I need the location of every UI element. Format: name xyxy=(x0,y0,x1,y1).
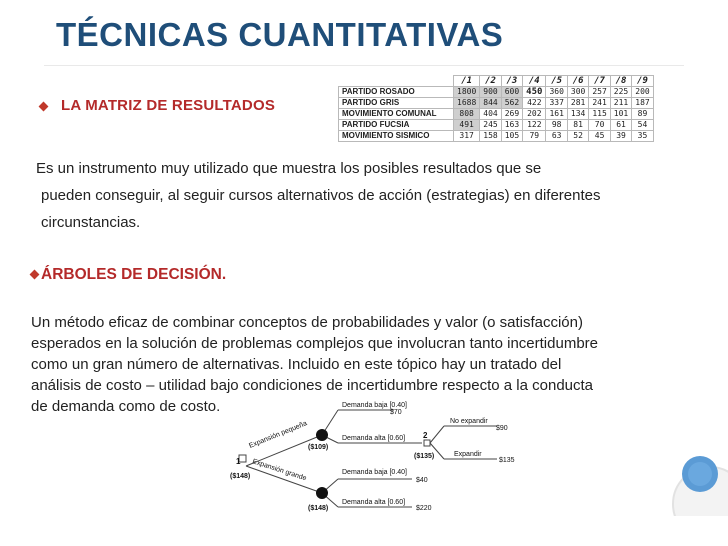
matrix-cell: 52 xyxy=(567,131,588,142)
matrix-cell: 45 xyxy=(589,131,610,142)
matrix-cell: 300 xyxy=(567,87,588,98)
matrix-cell: 35 xyxy=(632,131,653,142)
node1-label: 1 xyxy=(236,457,241,466)
matrix-cell: 79 xyxy=(523,131,546,142)
title-divider xyxy=(44,65,684,66)
no-expand-value: $90 xyxy=(496,425,508,432)
matrix-header-row xyxy=(339,76,654,87)
matrix-cell: 491 xyxy=(454,120,480,131)
matrix-cell: 81 xyxy=(567,120,588,131)
node1-value: ($148) xyxy=(230,473,251,480)
arboles-heading-text: ÁRBOLES DE DECISIÓN. xyxy=(41,266,227,283)
matrix-cell: 844 xyxy=(480,98,501,109)
matrix-row xyxy=(339,120,654,131)
matrix-cell: 600 xyxy=(501,87,522,98)
matrix-row xyxy=(339,87,654,98)
matrix-cell: 122 xyxy=(523,120,546,131)
diamond-bullet-icon xyxy=(30,270,40,280)
small-node-value: ($109) xyxy=(308,444,329,451)
matrix-cell: 450 xyxy=(523,87,546,98)
matrix-cell: 134 xyxy=(567,109,588,120)
node2-value: ($135) xyxy=(414,453,435,460)
matrix-cell: 161 xyxy=(546,109,567,120)
paragraph-line: pueden conseguir, al seguir cursos alternativos de acción (estrategias) en diferentes xyxy=(41,187,601,204)
matrix-header: /7 xyxy=(589,76,610,87)
decision-tree xyxy=(222,396,542,546)
matrix-header: /3 xyxy=(501,76,522,87)
diamond-bullet-icon xyxy=(39,101,49,111)
large-low-value: $40 xyxy=(416,477,428,484)
paragraph-line: Un método eficaz de combinar conceptos de probabilidades y valor (o satisfacción) xyxy=(31,314,583,331)
matrix-cell: 163 xyxy=(501,120,522,131)
matrix-cell: 89 xyxy=(632,109,653,120)
matrix-cell: 63 xyxy=(546,131,567,142)
matrix-cell: 105 xyxy=(501,131,522,142)
slide-title: TÉCNICAS CUANTITATIVAS xyxy=(56,16,504,53)
decorative-circles xyxy=(634,452,728,516)
small-high-label: Demanda alta [0.60] xyxy=(342,435,406,442)
matrix-cell: 115 xyxy=(589,109,610,120)
matrix-row-label: MOVIMIENTO SISMICO xyxy=(339,131,454,142)
matriz-heading-text: LA MATRIZ DE RESULTADOS xyxy=(61,97,276,114)
matrix-cell: 200 xyxy=(632,87,653,98)
decor-circle-blue-inner xyxy=(688,462,712,486)
branch-large-label: Expansión grande xyxy=(251,458,308,483)
matriz-heading xyxy=(40,97,275,114)
matrix-header: /4 xyxy=(523,76,546,87)
matrix-cell: 225 xyxy=(610,87,631,98)
matrix-cell: 211 xyxy=(610,98,631,109)
matrix-row xyxy=(339,98,654,109)
decision-node-2 xyxy=(424,440,430,446)
matrix-cell: 404 xyxy=(480,109,501,120)
matrix-cell: 900 xyxy=(480,87,501,98)
tree-branch xyxy=(430,426,444,443)
matrix-cell: 158 xyxy=(480,131,501,142)
large-high-value: $220 xyxy=(416,505,432,512)
matrix-cell: 337 xyxy=(546,98,567,109)
matrix-cell: 360 xyxy=(546,87,567,98)
results-matrix xyxy=(338,75,654,142)
matrix-cell: 187 xyxy=(632,98,653,109)
paragraph-line: esperados en la solución de problemas complejos que involucran tanto incertidumbre xyxy=(31,335,598,352)
paragraph-line: como un gran número de alternativas. Incluido en este tópico hay un tratado del xyxy=(31,356,562,373)
large-high-label: Demanda alta [0.60] xyxy=(342,499,406,506)
no-expand-label: No expandir xyxy=(450,418,488,425)
paragraph-line: de demanda como de costo. xyxy=(31,398,221,415)
matrix-cell: 1800 xyxy=(454,87,480,98)
matrix-cell: 101 xyxy=(610,109,631,120)
matrix-corner xyxy=(339,76,454,87)
matrix-row-label: PARTIDO FUCSIA xyxy=(339,120,454,131)
matrix-cell: 61 xyxy=(610,120,631,131)
matrix-header: /9 xyxy=(632,76,653,87)
paragraph-line: Es un instrumento muy utilizado que muestra los posibles resultados que se xyxy=(36,160,542,177)
large-low-label: Demanda baja [0.40] xyxy=(342,469,407,476)
matrix-cell: 317 xyxy=(454,131,480,142)
matrix-row-label: PARTIDO GRIS xyxy=(339,98,454,109)
chance-node-small xyxy=(316,429,328,441)
matrix-header: /2 xyxy=(480,76,501,87)
matrix-cell: 1688 xyxy=(454,98,480,109)
small-low-value: $70 xyxy=(390,409,402,416)
branch-small-label: Expansión pequeña xyxy=(248,420,309,450)
matrix-cell: 245 xyxy=(480,120,501,131)
matrix-row-label: PARTIDO ROSADO xyxy=(339,87,454,98)
matrix-cell: 70 xyxy=(589,120,610,131)
matrix-cell: 98 xyxy=(546,120,567,131)
matrix-header: /5 xyxy=(546,76,567,87)
small-low-label: Demanda baja [0.40] xyxy=(342,402,407,409)
large-node-value: ($148) xyxy=(308,505,329,512)
matrix-cell: 241 xyxy=(589,98,610,109)
matriz-paragraph xyxy=(36,155,676,236)
matrix-row-label: MOVIMIENTO COMUNAL xyxy=(339,109,454,120)
expand-label: Expandir xyxy=(454,451,482,458)
matrix-cell: 39 xyxy=(610,131,631,142)
node2-label: 2 xyxy=(423,431,428,440)
paragraph-line: circunstancias. xyxy=(41,214,141,231)
matrix-row xyxy=(339,131,654,142)
matrix-header: /8 xyxy=(610,76,631,87)
matrix-cell: 54 xyxy=(632,120,653,131)
arboles-heading xyxy=(31,266,226,284)
matrix-cell: 562 xyxy=(501,98,522,109)
matrix-row xyxy=(339,109,654,120)
matrix-cell: 808 xyxy=(454,109,480,120)
chance-node-large xyxy=(316,487,328,499)
matrix-header: /6 xyxy=(567,76,588,87)
matrix-cell: 202 xyxy=(523,109,546,120)
expand-value: $135 xyxy=(499,457,515,464)
paragraph-line: análisis de costo – utilidad bajo condiciones de incertidumbre respecto a la conducta xyxy=(31,377,594,394)
matrix-cell: 422 xyxy=(523,98,546,109)
matrix-cell: 281 xyxy=(567,98,588,109)
matrix-cell: 257 xyxy=(589,87,610,98)
matrix-cell: 269 xyxy=(501,109,522,120)
matrix-header: /1 xyxy=(454,76,480,87)
